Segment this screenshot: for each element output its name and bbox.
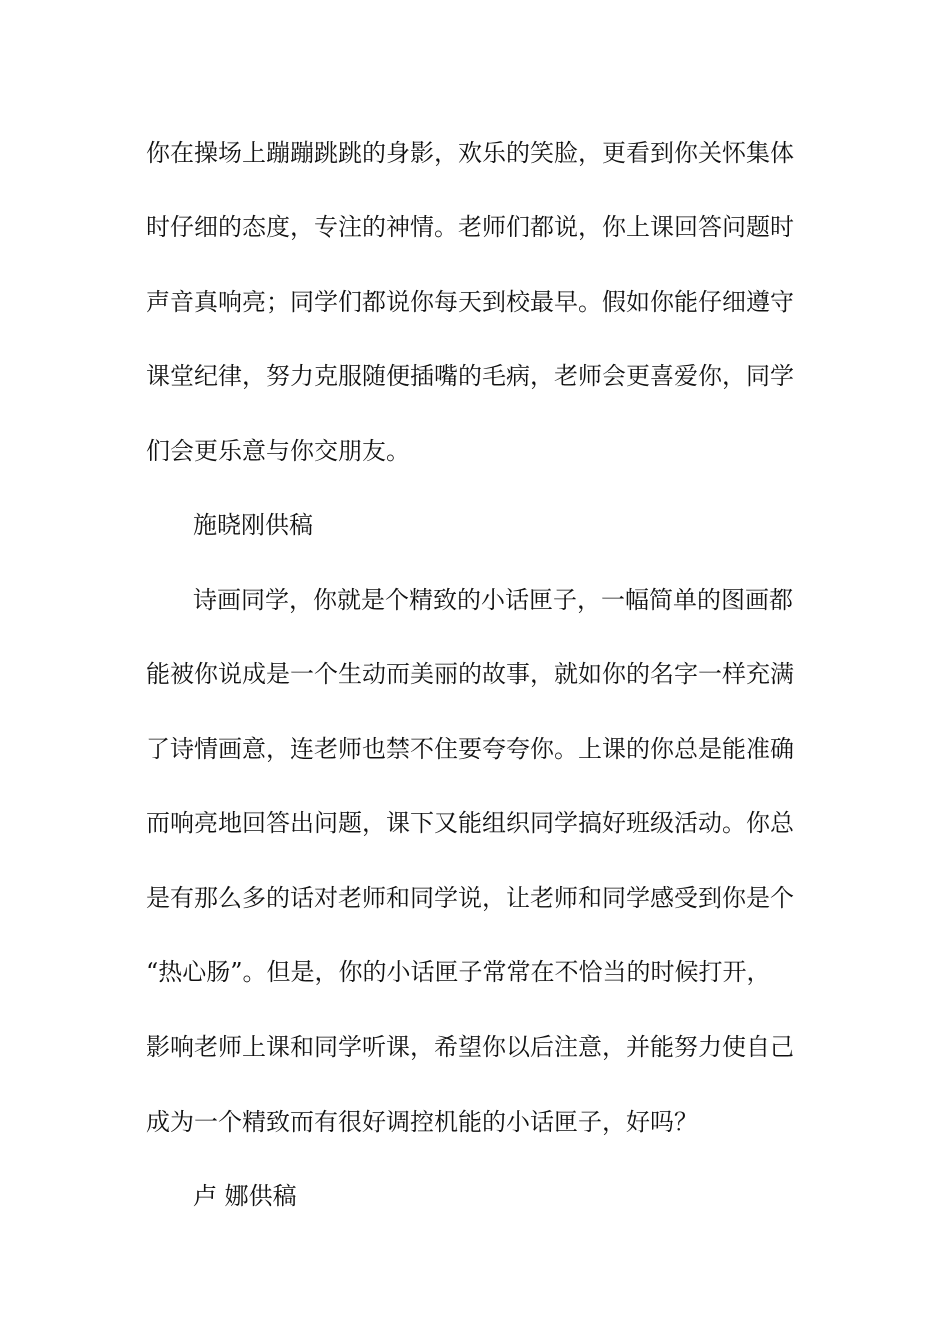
paragraph-2-line-7: 影响老师上课和同学听课，希望你以后注意，并能努力使自己	[146, 1033, 794, 1061]
paragraph-2-line-1: 诗画同学，你就是个精致的小话匣子，一幅简单的图画都	[193, 586, 793, 614]
paragraph-1-line-2: 时仔细的态度，专注的神情。老师们都说，你上课回答问题时	[146, 213, 794, 241]
paragraph-2-line-8: 成为一个精致而有很好调控机能的小话匣子，好吗？	[146, 1108, 698, 1136]
paragraph-2-line-2: 能被你说成是一个生动而美丽的故事，就如你的名字一样充满	[146, 660, 794, 688]
paragraph-1-line-5: 们会更乐意与你交朋友。	[146, 437, 410, 465]
attribution-lu-na: 卢 娜供稿	[193, 1182, 297, 1210]
paragraph-1-line-4: 课堂纪律，努力克服随便插嘴的毛病，老师会更喜爱你，同学	[146, 362, 794, 390]
paragraph-1-line-1: 你在操场上蹦蹦跳跳的身影，欢乐的笑脸，更看到你关怀集体	[146, 139, 794, 167]
paragraph-1-line-3: 声音真响亮；同学们都说你每天到校最早。假如你能仔细遵守	[146, 288, 794, 316]
attribution-shi-xiaogang: 施晓刚供稿	[193, 511, 313, 539]
paragraph-2-line-6: “热心肠”。但是，你的小话匣子常常在不恰当的时候打开，	[146, 958, 771, 986]
paragraph-2-line-5: 是有那么多的话对老师和同学说，让老师和同学感受到你是个	[146, 884, 794, 912]
paragraph-2-line-4: 而响亮地回答出问题，课下又能组织同学搞好班级活动。你总	[146, 809, 794, 837]
paragraph-2-line-3: 了诗情画意，连老师也禁不住要夸夸你。上课的你总是能准确	[146, 735, 794, 763]
